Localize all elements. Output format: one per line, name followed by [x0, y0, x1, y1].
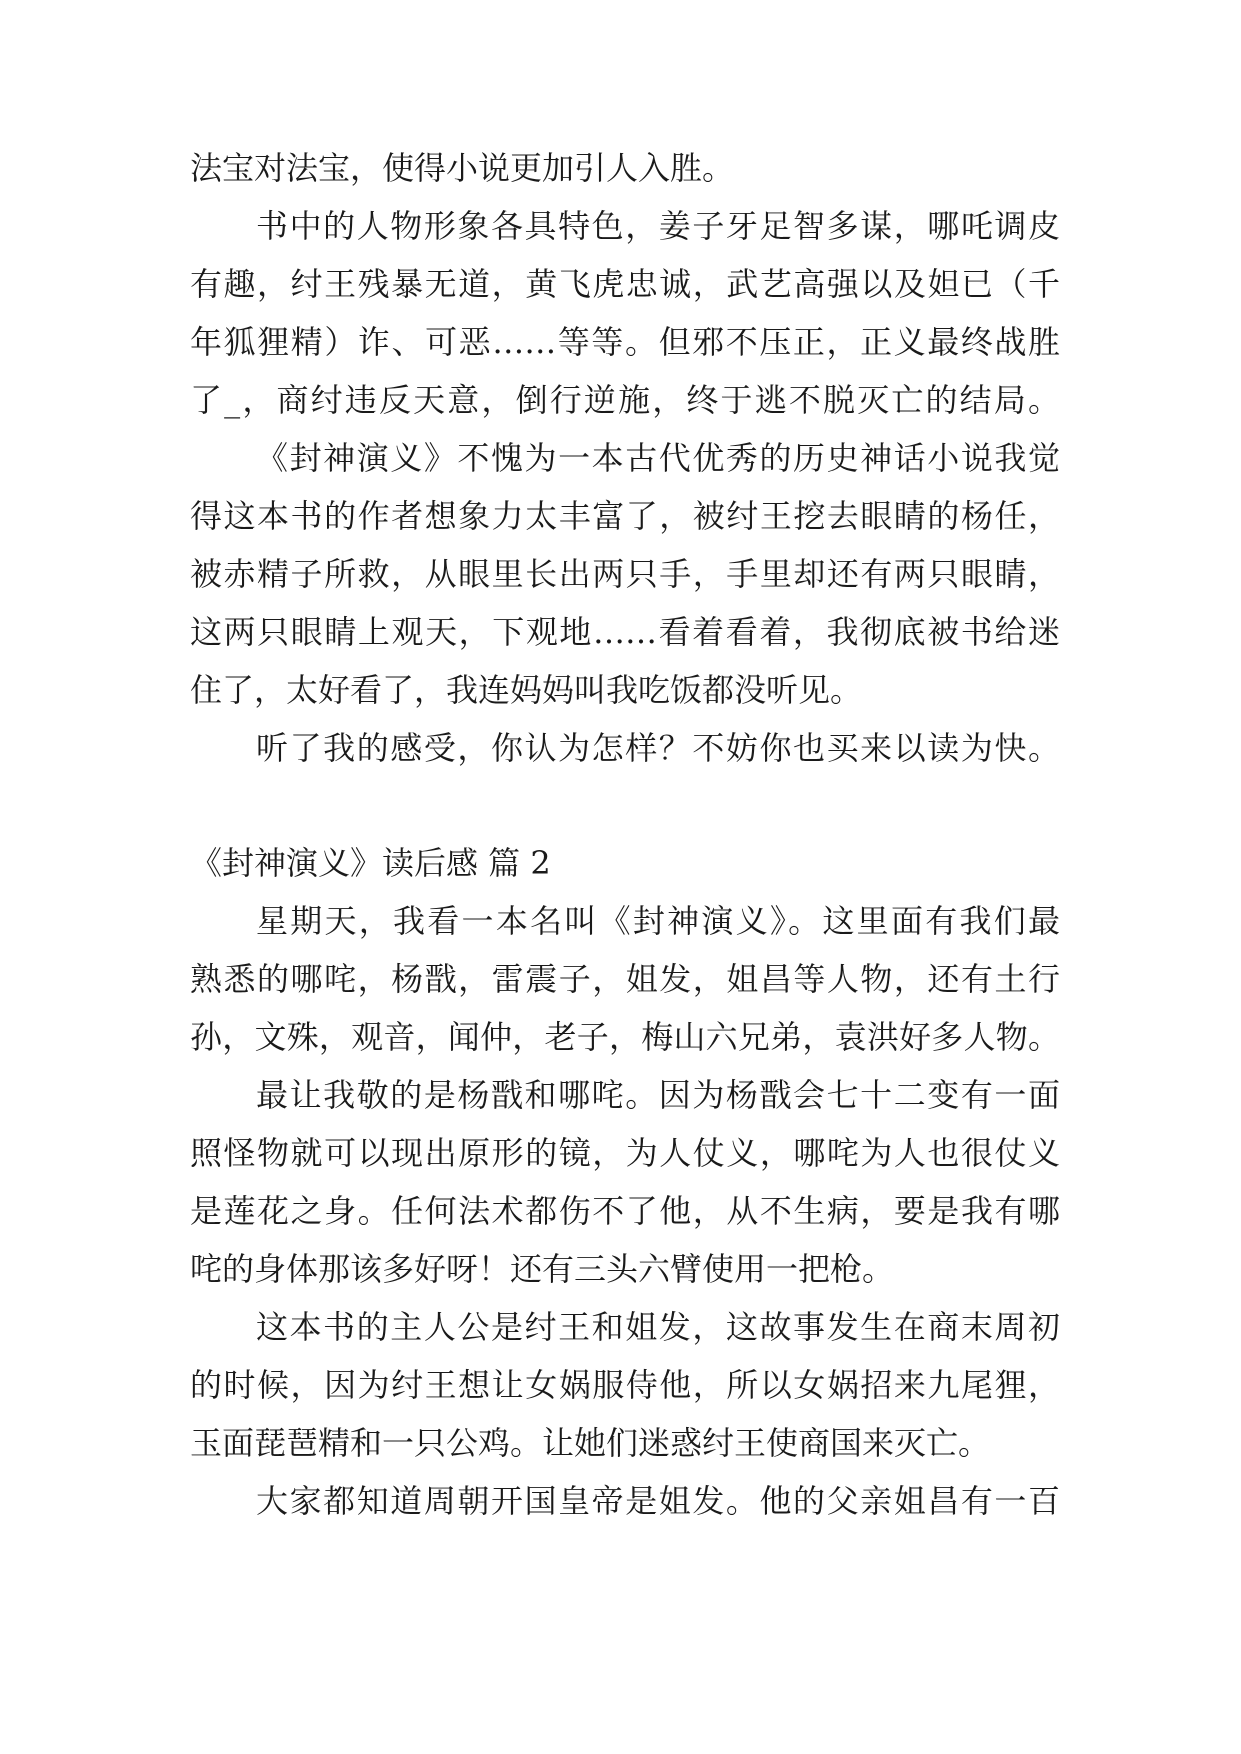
paragraph-line: 星期天，我看一本名叫《封神演义》。这里面有我们最	[256, 902, 1060, 940]
paragraph-line: 住了，太好看了，我连妈妈叫我吃饭都没听见。	[190, 671, 863, 709]
section-heading: 《封神演义》读后感 篇 2	[190, 844, 551, 882]
paragraph-line: 书中的人物形象各具特色，姜子牙足智多谋，哪吒调皮	[256, 207, 1060, 245]
paragraph-line: 《封神演义》不愧为一本古代优秀的历史神话小说我觉	[256, 439, 1060, 477]
paragraph-line: 是莲花之身。任何法术都伤不了他，从不生病，要是我有哪	[190, 1192, 1060, 1230]
paragraph-line: 大家都知道周朝开国皇帝是姐发。他的父亲姐昌有一百	[256, 1482, 1060, 1520]
paragraph-line: 这两只眼睛上观天，下观地……看着看着，我彻底被书给迷	[190, 613, 1060, 651]
paragraph-line: 年狐狸精）诈、可恶……等等。但邪不压正，正义最终战胜	[190, 323, 1060, 361]
paragraph-line: 最让我敬的是杨戬和哪咤。因为杨戬会七十二变有一面	[256, 1076, 1060, 1114]
paragraph-line: 有趣，纣王残暴无道，黄飞虎忠诚，武艺高强以及妲已（千	[190, 265, 1060, 303]
paragraph-line: 听了我的感受，你认为怎样？不妨你也买来以读为快。	[256, 729, 1060, 767]
paragraph-line: 了_，商纣违反天意，倒行逆施，终于逃不脱灭亡的结局。	[190, 381, 1060, 419]
paragraph-line: 的时候，因为纣王想让女娲服侍他，所以女娲招来九尾狸，	[190, 1366, 1060, 1404]
paragraph-line: 法宝对法宝，使得小说更加引人入胜。	[190, 149, 735, 187]
paragraph-line: 咤的身体那该多好呀！还有三头六臂使用一把枪。	[190, 1250, 895, 1288]
paragraph-line: 孙，文殊，观音，闻仲，老子，梅山六兄弟，袁洪好多人物。	[190, 1018, 1060, 1056]
paragraph-line: 被赤精子所救，从眼里长出两只手，手里却还有两只眼睛，	[190, 555, 1060, 593]
paragraph-line: 熟悉的哪咤，杨戬，雷震子，姐发，姐昌等人物，还有土行	[190, 960, 1060, 998]
paragraph-line: 得这本书的作者想象力太丰富了，被纣王挖去眼睛的杨任，	[190, 497, 1060, 535]
paragraph-line: 照怪物就可以现出原形的镜，为人仗义，哪咤为人也很仗义	[190, 1134, 1060, 1172]
paragraph-line: 这本书的主人公是纣王和姐发，这故事发生在商末周初	[256, 1308, 1060, 1346]
paragraph-line: 玉面琵琶精和一只公鸡。让她们迷惑纣王使商国来灭亡。	[190, 1424, 991, 1462]
